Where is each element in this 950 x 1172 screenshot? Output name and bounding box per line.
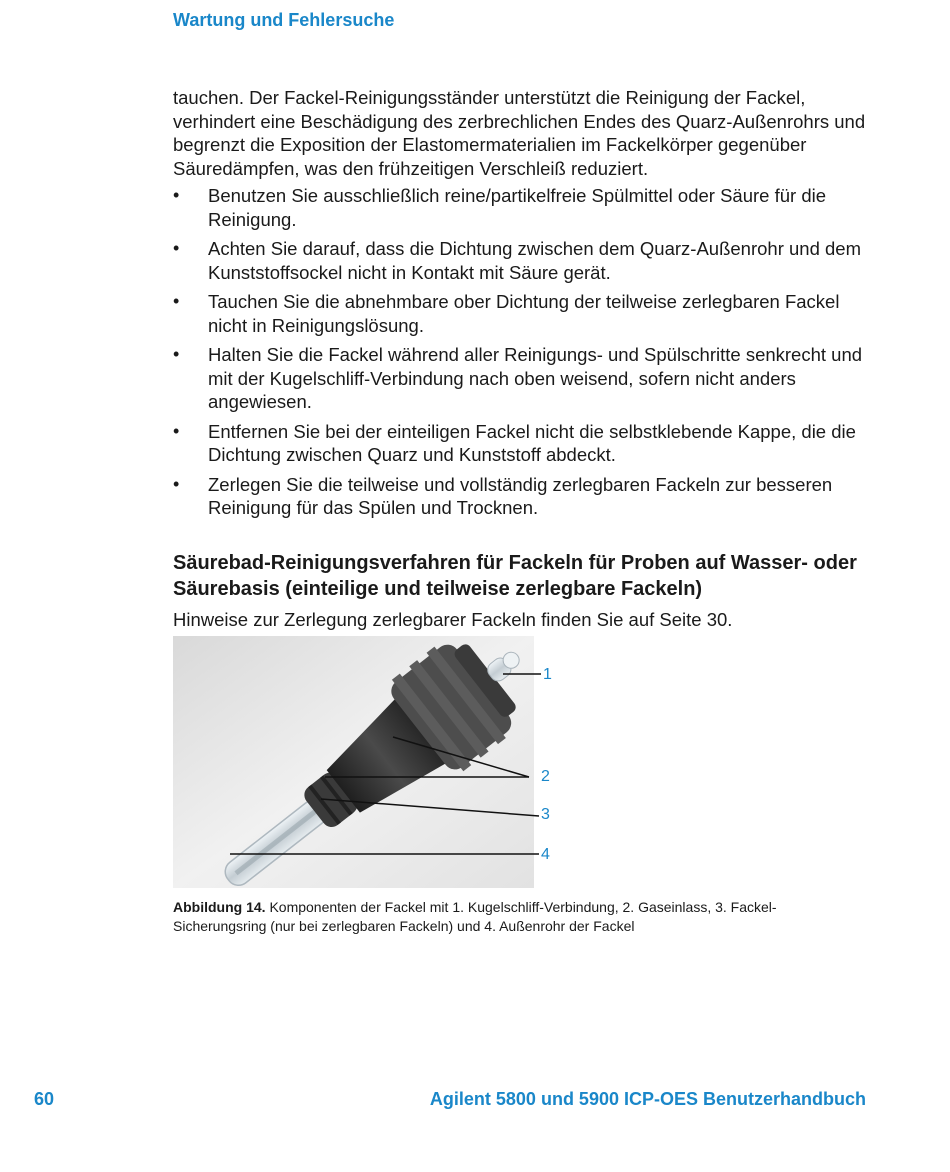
- list-item: • Zerlegen Sie die teilweise und vollständig zerlegbaren Fackeln zur besseren Reinigung für das Spülen und Trocknen.: [173, 473, 833, 518]
- callout-number-4: 4: [541, 846, 550, 863]
- bullet-icon: •: [173, 291, 180, 311]
- list-item: • Achten Sie darauf, dass die Dichtung zwischen dem Quarz-Außenrohr und dem Kunststoffsockel nicht in Kontakt mit Säure gerät.: [173, 238, 861, 283]
- callout-number-3: 3: [541, 806, 550, 823]
- torch-photo: [173, 636, 593, 888]
- section-heading: Säurebad-Reinigungsverfahren für Fackeln für Proben auf Wasser- oder Säurebasis (einteilige und teilweise zerlegbare Fackeln): [173, 551, 857, 600]
- page-reference-note: Hinweise zur Zerlegung zerlegbarer Fackeln finden Sie auf Seite 30.: [173, 608, 733, 630]
- bullet-icon: •: [173, 344, 180, 364]
- bullet-icon: •: [173, 473, 180, 494]
- list-item: • Tauchen Sie die abnehmbare ober Dichtung der teilweise zerlegbaren Fackel nicht in Reinigungslösung.: [173, 291, 840, 336]
- bullet-list: [173, 184, 873, 520]
- intro-paragraph: tauchen. Der Fackel-Reinigungsständer unterstützt die Reinigung der Fackel, verhindert eine Beschädigung des zerbrechlichen Endes des Quarz-Außenrohrs und begrenzt die Exposition der Elastomermaterialien im Fackelkörper gegenüber Säuredämpfen, was den frühzeitigen Verschleiß reduziert.: [173, 87, 866, 179]
- list-item: • Entfernen Sie bei der einteiligen Fackel nicht die selbstklebende Kappe, die die Dichtung zwischen Quarz und Kunststoff abdeckt.: [173, 420, 856, 465]
- footer-document-title: Agilent 5800 und 5900 ICP-OES Benutzerhandbuch: [429, 1089, 866, 1109]
- bullet-icon: •: [173, 238, 180, 258]
- callout-number-2: 2: [541, 768, 550, 785]
- caption-label: Abbildung 14.: [173, 899, 266, 915]
- page-number: 60: [34, 1089, 55, 1109]
- list-item: • Benutzen Sie ausschließlich reine/partikelfreie Spülmittel oder Säure für die Reinigung.: [173, 185, 827, 230]
- figure-caption: [173, 898, 853, 936]
- bullet-icon: •: [173, 420, 180, 441]
- caption-text: Komponenten der Fackel mit 1. Kugelschliff-Verbindung, 2. Gaseinlass, 3. Fackel-Sicherungsring (nur bei zerlegbaren Fackeln) und 4. Außenrohr der Fackel: [173, 899, 777, 934]
- torch-figure: [173, 636, 593, 888]
- bullet-icon: •: [173, 185, 180, 205]
- callout-number-1: 1: [543, 666, 552, 683]
- list-item: • Halten Sie die Fackel während aller Reinigungs- und Spülschritte senkrecht und mit der Kugelschliff-Verbindung nach oben weisend, sofern nicht anders angewiesen.: [173, 344, 863, 412]
- running-header: Wartung und Fehlersuche: [173, 10, 395, 30]
- main-content: [173, 86, 873, 631]
